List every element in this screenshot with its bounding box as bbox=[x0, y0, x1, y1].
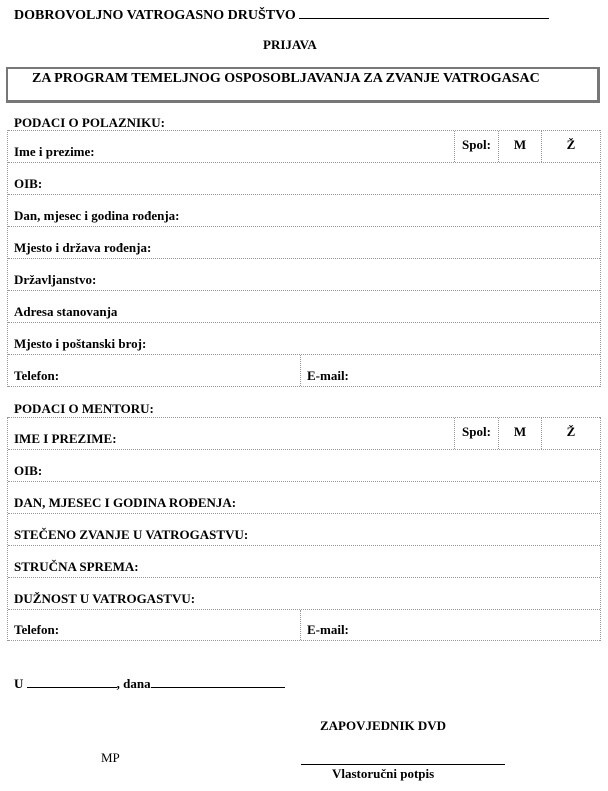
phone-field[interactable] bbox=[8, 355, 300, 386]
field-label: STEČENO ZVANJE U VATROGASTVU: bbox=[14, 527, 249, 542]
place-field[interactable] bbox=[27, 675, 117, 688]
field-label: Dan, mjesec i godina rođenja: bbox=[14, 208, 180, 223]
mentor-name-row[interactable] bbox=[8, 417, 600, 449]
participant-field-row[interactable] bbox=[8, 258, 600, 290]
participant-contact-row bbox=[8, 354, 600, 387]
sex-label bbox=[454, 131, 498, 162]
sex-female-option[interactable] bbox=[541, 418, 600, 449]
field-label: Državljanstvo: bbox=[14, 272, 97, 287]
female-text: Ž bbox=[566, 136, 576, 152]
email-field[interactable] bbox=[300, 610, 600, 640]
name-field[interactable] bbox=[8, 131, 454, 162]
mentor-table bbox=[7, 417, 601, 641]
field-label: DUŽNOST U VATROGASTVU: bbox=[14, 591, 196, 606]
place-date-line bbox=[14, 675, 285, 692]
program-title: ZA PROGRAM TEMELJNOG OSPOSOBLJAVANJA ZA ZVANJE VATROGASAC bbox=[32, 71, 540, 86]
mentor-field-row[interactable] bbox=[8, 545, 600, 577]
mentor-field-row[interactable] bbox=[8, 513, 600, 545]
signature-line[interactable] bbox=[301, 764, 505, 765]
participant-field-row[interactable] bbox=[8, 322, 600, 354]
mentor-field-row[interactable] bbox=[8, 449, 600, 481]
sex-male-option[interactable] bbox=[498, 418, 541, 449]
participant-field-row[interactable] bbox=[8, 226, 600, 258]
phone-field[interactable] bbox=[8, 610, 300, 640]
field-label: OIB: bbox=[14, 176, 43, 191]
form-title: PRIJAVA bbox=[263, 37, 317, 52]
participant-section-title: PODACI O POLAZNIKU: bbox=[14, 115, 165, 130]
field-label: STRUČNA SPREMA: bbox=[14, 559, 139, 574]
participant-table bbox=[7, 130, 601, 387]
field-label: Telefon: bbox=[14, 368, 60, 383]
field-label: OIB: bbox=[14, 463, 43, 478]
field-label: DAN, MJESEC I GODINA ROĐENJA: bbox=[14, 495, 237, 510]
field-label: Adresa stanovanja bbox=[14, 304, 118, 319]
sex-label-text: Spol: bbox=[462, 136, 491, 152]
male-text: M bbox=[513, 423, 527, 439]
sex-male-option[interactable] bbox=[498, 131, 541, 162]
program-title-box bbox=[6, 67, 600, 103]
field-label: IME I PREZIME: bbox=[14, 431, 117, 446]
sex-female-option[interactable] bbox=[541, 131, 600, 162]
mentor-field-row[interactable] bbox=[8, 481, 600, 513]
participant-name-row[interactable] bbox=[8, 130, 600, 162]
sex-label-text: Spol: bbox=[462, 423, 491, 439]
commander-label: ZAPOVJEDNIK DVD bbox=[320, 718, 447, 733]
mentor-field-row[interactable] bbox=[8, 577, 600, 609]
place-label: U bbox=[14, 676, 24, 691]
male-text: M bbox=[513, 136, 527, 152]
participant-field-row[interactable] bbox=[8, 162, 600, 194]
field-label: E-mail: bbox=[307, 622, 349, 637]
sex-label bbox=[454, 418, 498, 449]
society-name-field[interactable] bbox=[299, 6, 549, 19]
field-label: Ime i prezime: bbox=[14, 144, 95, 159]
date-field[interactable] bbox=[151, 675, 285, 688]
signature-label: Vlastoručni potpis bbox=[332, 766, 435, 781]
society-line bbox=[14, 6, 549, 24]
stamp-label: MP bbox=[101, 750, 120, 765]
mentor-name-field[interactable] bbox=[8, 418, 454, 449]
society-label: DOBROVOLJNO VATROGASNO DRUŠTVO bbox=[14, 8, 296, 23]
field-label: Mjesto i poštanski broj: bbox=[14, 336, 147, 351]
participant-field-row[interactable] bbox=[8, 290, 600, 322]
field-label: E-mail: bbox=[307, 368, 349, 383]
field-label: Telefon: bbox=[14, 622, 60, 637]
participant-field-row[interactable] bbox=[8, 194, 600, 226]
female-text: Ž bbox=[566, 423, 576, 439]
field-label: Mjesto i država rođenja: bbox=[14, 240, 152, 255]
mentor-contact-row bbox=[8, 609, 600, 641]
mentor-section-title: PODACI O MENTORU: bbox=[14, 401, 154, 416]
email-field[interactable] bbox=[300, 355, 600, 386]
date-label: , dana bbox=[116, 676, 151, 691]
